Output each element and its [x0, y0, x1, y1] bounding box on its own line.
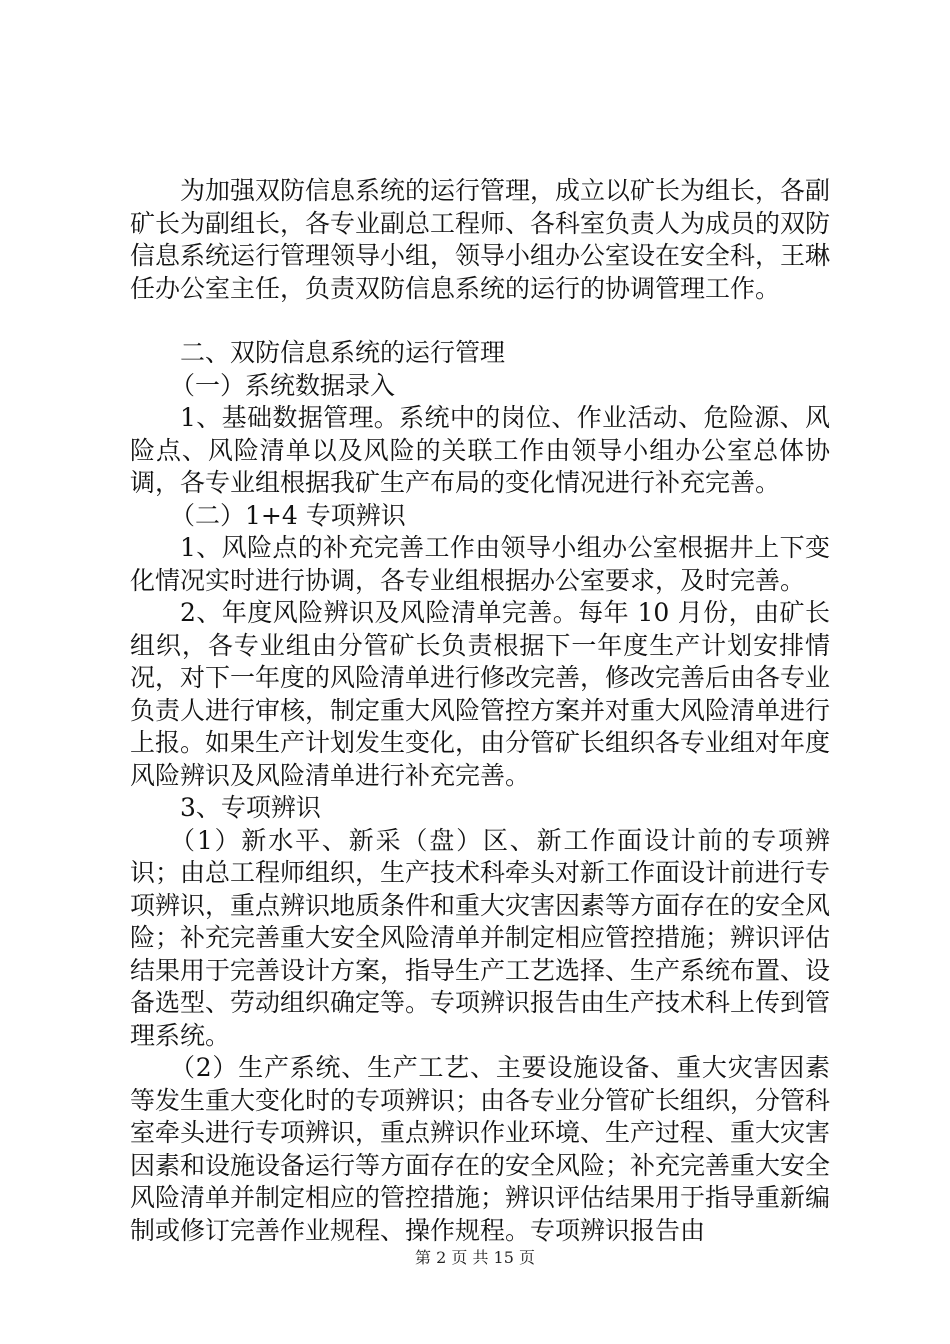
page-footer: 第 2 页 共 15 页: [415, 1248, 535, 1267]
paragraph-risk-points: 1、风险点的补充完善工作由领导小组办公室根据井上下变化情况实时进行协调，各专业组根据办公室要求，及时完善。: [130, 533, 830, 595]
paragraph-item-1: （1）新水平、新采（盘）区、新工作面设计前的专项辨识；由总工程师组织，生产技术科牵头对新工作面设计前进行专项辨识，重点辨识地质条件和重大灾害因素等方面存在的安全风险；补充完善重大安全风险清单并制定相应管控措施；辨识评估结果用于完善设计方案，指导生产工艺选择、生产系统布置、设备选型、劳动组织确定等。专项辨识报告由生产技术科上传到管理系统。: [130, 825, 831, 1050]
subheading-data-entry: （一）系统数据录入: [170, 370, 396, 400]
subheading-special-items: 3、专项辨识: [180, 793, 321, 822]
section-heading-2: 二、双防信息系统的运行管理: [180, 338, 506, 367]
document-body: [130, 175, 830, 1247]
paragraph-intro: 为加强双防信息系统的运行管理，成立以矿长为组长，各副矿长为副组长，各专业副总工程师、各科室负责人为成员的双防信息系统运行管理领导小组，领导小组办公室设在安全科，王琳任办公室主任，负责双防信息系统的运行的协调管理工作。: [130, 176, 831, 303]
paragraph-item-2: （2）生产系统、生产工艺、主要设施设备、重大灾害因素等发生重大变化时的专项辨识；由各专业分管矿长组织，分管科室牵头进行专项辨识，重点辨识作业环境、生产过程、重大灾害因素和设施设备运行等方面存在的安全风险；补充完善重大安全风险清单并制定相应的管控措施；辨识评估结果用于指导重新编制或修订完善作业规程、操作规程。专项辨识报告由: [130, 1053, 831, 1245]
paragraph-basic-data: 1、基础数据管理。系统中的岗位、作业活动、危险源、风险点、风险清单以及风险的关联工作由领导小组办公室总体协调，各专业组根据我矿生产布局的变化情况进行补充完善。: [130, 403, 830, 497]
paragraph-annual-risk: 2、年度风险辨识及风险清单完善。每年 10 月份，由矿长组织，各专业组由分管矿长负责根据下一年度生产计划安排情况，对下一年度的风险清单进行修改完善，修改完善后由各专业负责人进行审核，制定重大风险管控方案并对重大风险清单进行上报。如果生产计划发生变化，由分管矿长组织各专业组对年度风险辨识及风险清单进行补充完善。: [130, 598, 831, 790]
subheading-special-identification: （二）1+4 专项辨识: [170, 500, 406, 530]
